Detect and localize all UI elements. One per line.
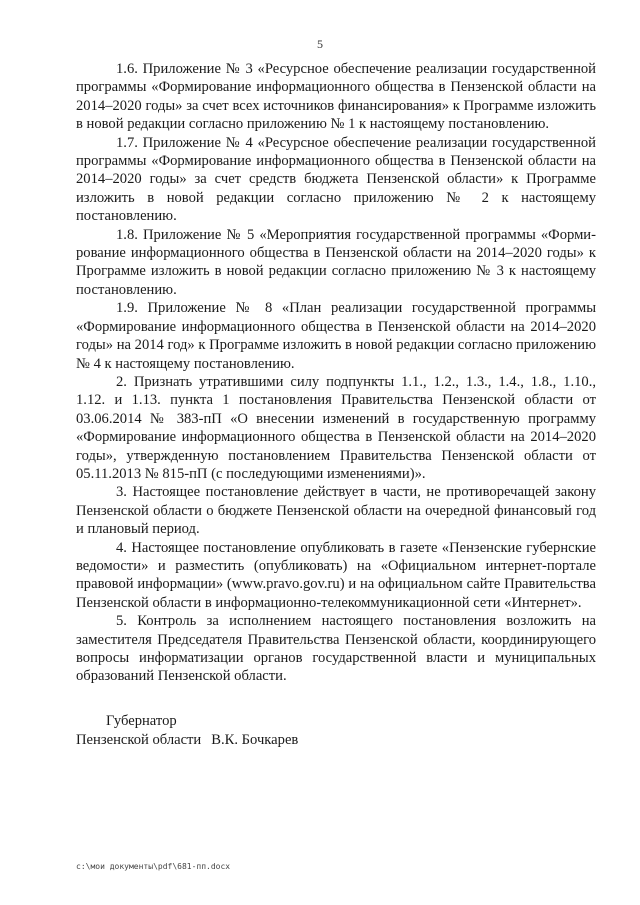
paragraph-1-8: 1.8. Приложение № 5 «Мероприятия государственной программы «Формирование информационного общества в Пензенской области на 2014–2020 годы» к Программе изложить в новой редакции согласно приложению № 3 к настоящему постановлению. — [76, 226, 596, 298]
footer-file-path: c:\мои документы\pdf\681-пп.docx — [76, 862, 231, 871]
paragraph-4: 4. Настоящее постановление опубликовать в газете «Пензенские губернские ведомости» и разместить (опубликовать) на «Официальном интернет-портале правовой информации» (www.pravo.gov.ru) и на официальном сайте Правительства Пензенской области в информационно-телекоммуникационной сети «Интернет». — [76, 539, 596, 611]
signature-line — [76, 731, 298, 750]
paragraph-5: 5. Контроль за исполнением настоящего постановления возложить на заместителя Председателя Правительства Пензенской области, координирующего вопросы информатизации органов государственной власти и муниципальных образований Пензенской области. — [76, 613, 596, 685]
signature-name: В.К. Бочкарев — [211, 732, 299, 748]
paragraph-1-6: 1.6. Приложение № 3 «Ресурсное обеспечение реализации государственной программы «Формирование информационного общества в Пензенской области на 2014–2020 годы» за счет всех источников финансирования» к Программе изложить в новой редакции согласно приложению № 1 к настоящему постановлению. — [76, 61, 596, 133]
paragraph-1-7: 1.7. Приложение № 4 «Ресурсное обеспечение реализации государственной программы «Формирование информационного общества в Пензенской области на 2014–2020 годы» за счет средств бюджета Пензенской области» к Программе изложить в новой редакции согласно приложению № 2 к настоящему постановлению. — [76, 134, 596, 225]
signature-title: Губернатор — [106, 713, 177, 729]
page-number: 5 — [317, 37, 323, 51]
paragraph-1-9: 1.9. Приложение № 8 «План реализации государственной программы «Формирование информационного общества в Пензенской области на 2014–2020 годы» на 2014 год» к Программе изложить в новой редакции согласно приложению № 4 к настоящему постановлению. — [76, 300, 596, 372]
paragraph-3: 3. Настоящее постановление действует в части, не противоречащей закону Пензенской области о бюджете Пензенской области на очередной финансовый год и плановый период. — [76, 484, 596, 538]
document-body — [76, 60, 596, 686]
signature-region: Пензенской области — [76, 732, 202, 748]
paragraph-2: 2. Признать утратившими силу подпункты 1.1., 1.2., 1.3., 1.4., 1.8., 1.10., 1.12. и 1.13. пункта 1 постановления Правительства Пензенской области от 03.06.2014 № 383-пП «О внесении изменений в государственную программу «Формирование информационного общества в Пензенской области на 2014–2020 годы», утвержденную постановлением Правительства Пензенской области от 05.11.2013 № 815-пП (с последующими изменениями)». — [76, 373, 596, 482]
signature-block — [76, 712, 298, 750]
